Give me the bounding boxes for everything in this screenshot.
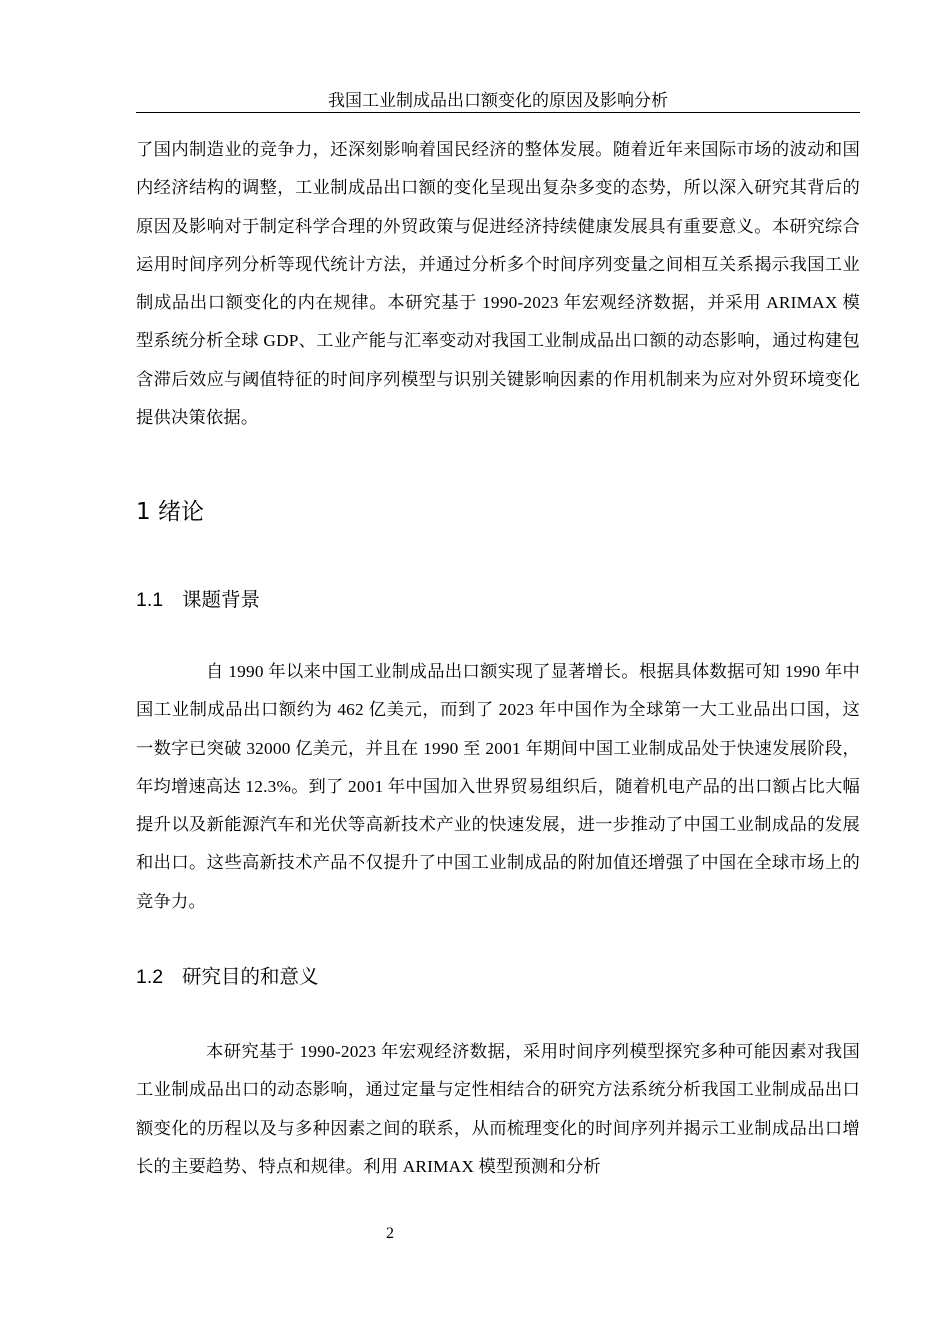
section-number: 1.1 (136, 589, 164, 611)
intro-paragraph: 了国内制造业的竞争力，还深刻影响着国民经济的整体发展。随着近年来国际市场的波动和国内经济结构的调整，工业制成品出口额的变化呈现出复杂多变的态势，所以深入研究其背后的原因及影响对于制定科学合理的外贸政策与促进经济持续健康发展具有重要意义。本研究综合运用时间序列分析等现代统计方法，并通过分析多个时间序列变量之间相互关系揭示我国工业制成品出口额变化的内在规律。本研究基于 1990-2023 年宏观经济数据，并采用 ARIMAX 模型系统分析全球 GDP、工业产能与汇率变动对我国工业制成品出口额的动态影响，通过构建包含滞后效应与阈值特征的时间序列模型与识别关键影响因素的作用机制来为应对外贸环境变化提供决策依据。 (136, 140, 860, 428)
page-number: 2 (386, 1225, 394, 1242)
section-heading-1-1 (136, 585, 260, 615)
section-heading-1-2 (136, 962, 319, 992)
purpose-paragraph: 本研究基于 1990-2023 年宏观经济数据，采用时间序列模型探究多种可能因素对我国工业制成品出口的动态影响，通过定量与定性相结合的研究方法系统分析我国工业制成品出口额变化的历程以及与多种因素之间的联系，从而梳理变化的时间序列并揭示工业制成品出口增长的主要趋势、特点和规律。利用 ARIMAX 模型预测和分析 (136, 1042, 860, 1176)
background-paragraph: 自 1990 年以来中国工业制成品出口额实现了显著增长。根据具体数据可知 1990 年中国工业制成品出口额约为 462 亿美元，而到了 2023 年中国作为全球第一大工业品出口国，这一数字已突破 32000 亿美元，并且在 1990 至 2001 年期间中国工业制成品处于快速发展阶段，年均增速高达 12.3%。到了 2001 年中国加入世界贸易组织后，随着机电产品的出口额占比大幅提升以及新能源汽车和光伏等高新技术产业的快速发展，进一步推动了中国工业制成品的发展和出口。这些高新技术产品不仅提升了中国工业制成品的附加值还增强了中国在全球市场上的竞争力。 (136, 662, 860, 911)
running-header: 我国工业制成品出口额变化的原因及影响分析 (328, 91, 668, 110)
section-title: 课题背景 (182, 588, 261, 611)
section-title: 研究目的和意义 (182, 965, 319, 988)
chapter-heading: 1 绪论 (136, 499, 204, 525)
section-number: 1.2 (136, 966, 164, 988)
header-rule (136, 112, 860, 113)
